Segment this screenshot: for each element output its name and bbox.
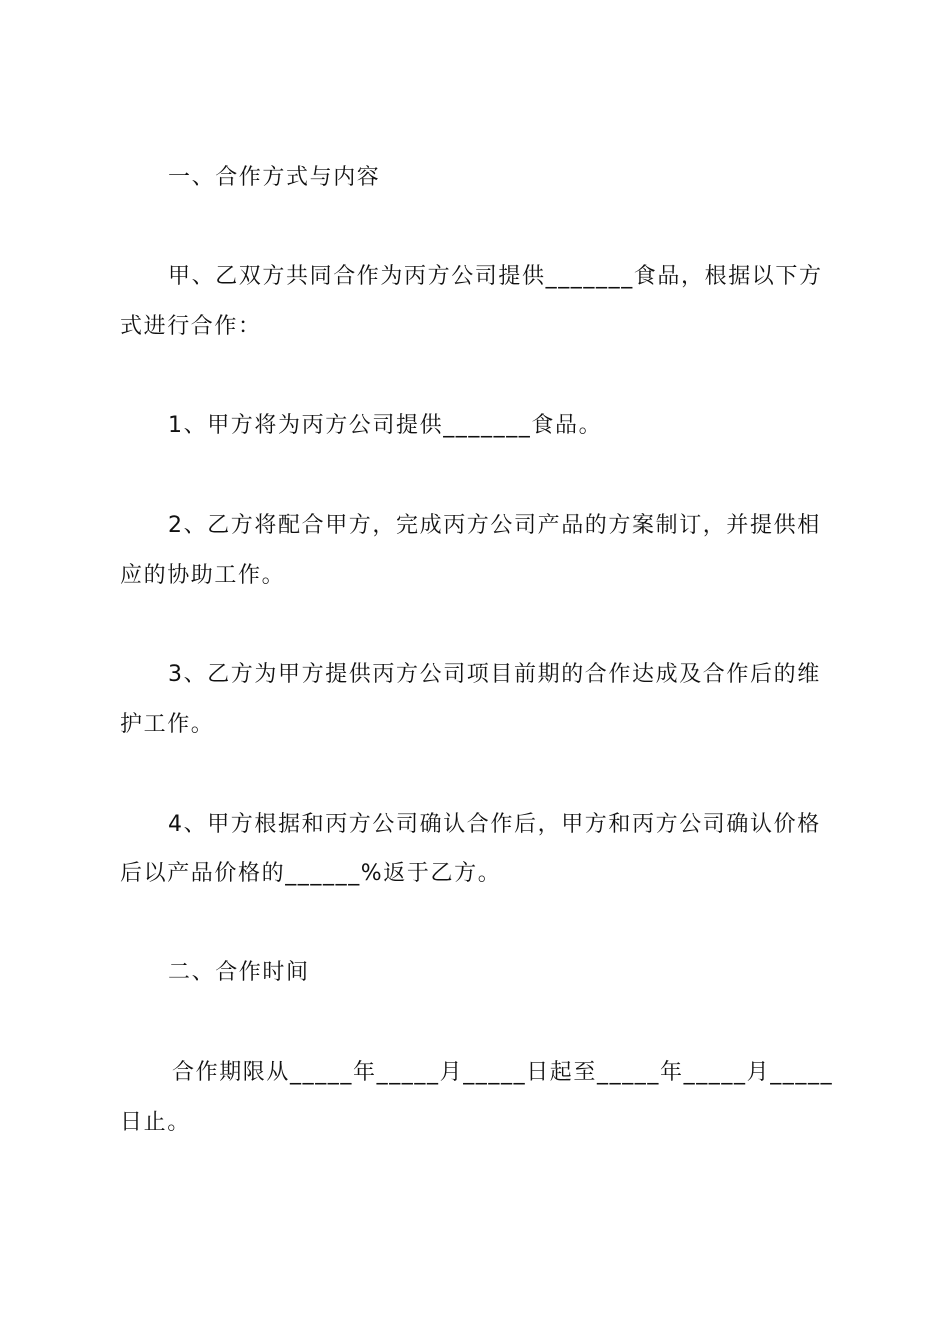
paragraph-item-3-line-1: 3、乙方为甲方提供丙方公司项目前期的合作达成及合作后的维 bbox=[168, 662, 821, 687]
section-heading-cooperation-time: 二、合作时间 bbox=[168, 960, 310, 985]
paragraph-item-3-line-2: 护工作。 bbox=[120, 712, 215, 737]
paragraph-item-4-line-1: 4、甲方根据和丙方公司确认合作后，甲方和丙方公司确认价格 bbox=[168, 812, 821, 837]
paragraph-intro-line-2: 式进行合作： bbox=[120, 314, 262, 339]
paragraph-item-2-line-1: 2、乙方将配合甲方，完成丙方公司产品的方案制订，并提供相 bbox=[168, 513, 821, 538]
paragraph-term-line-1: 合作期限从_____年_____月_____日起至_____年_____月_____ bbox=[172, 1060, 834, 1085]
paragraph-intro-line-1: 甲、乙双方共同合作为丙方公司提供_______食品，根据以下方 bbox=[168, 264, 823, 289]
paragraph-item-1-line-1: 1、甲方将为丙方公司提供_______食品。 bbox=[168, 413, 603, 438]
section-heading-cooperation-content: 一、合作方式与内容 bbox=[168, 165, 381, 190]
paragraph-item-2-line-2: 应的协助工作。 bbox=[120, 563, 286, 588]
paragraph-term-line-2: 日止。 bbox=[120, 1110, 191, 1135]
paragraph-item-4-line-2: 后以产品价格的______%返于乙方。 bbox=[120, 861, 502, 886]
